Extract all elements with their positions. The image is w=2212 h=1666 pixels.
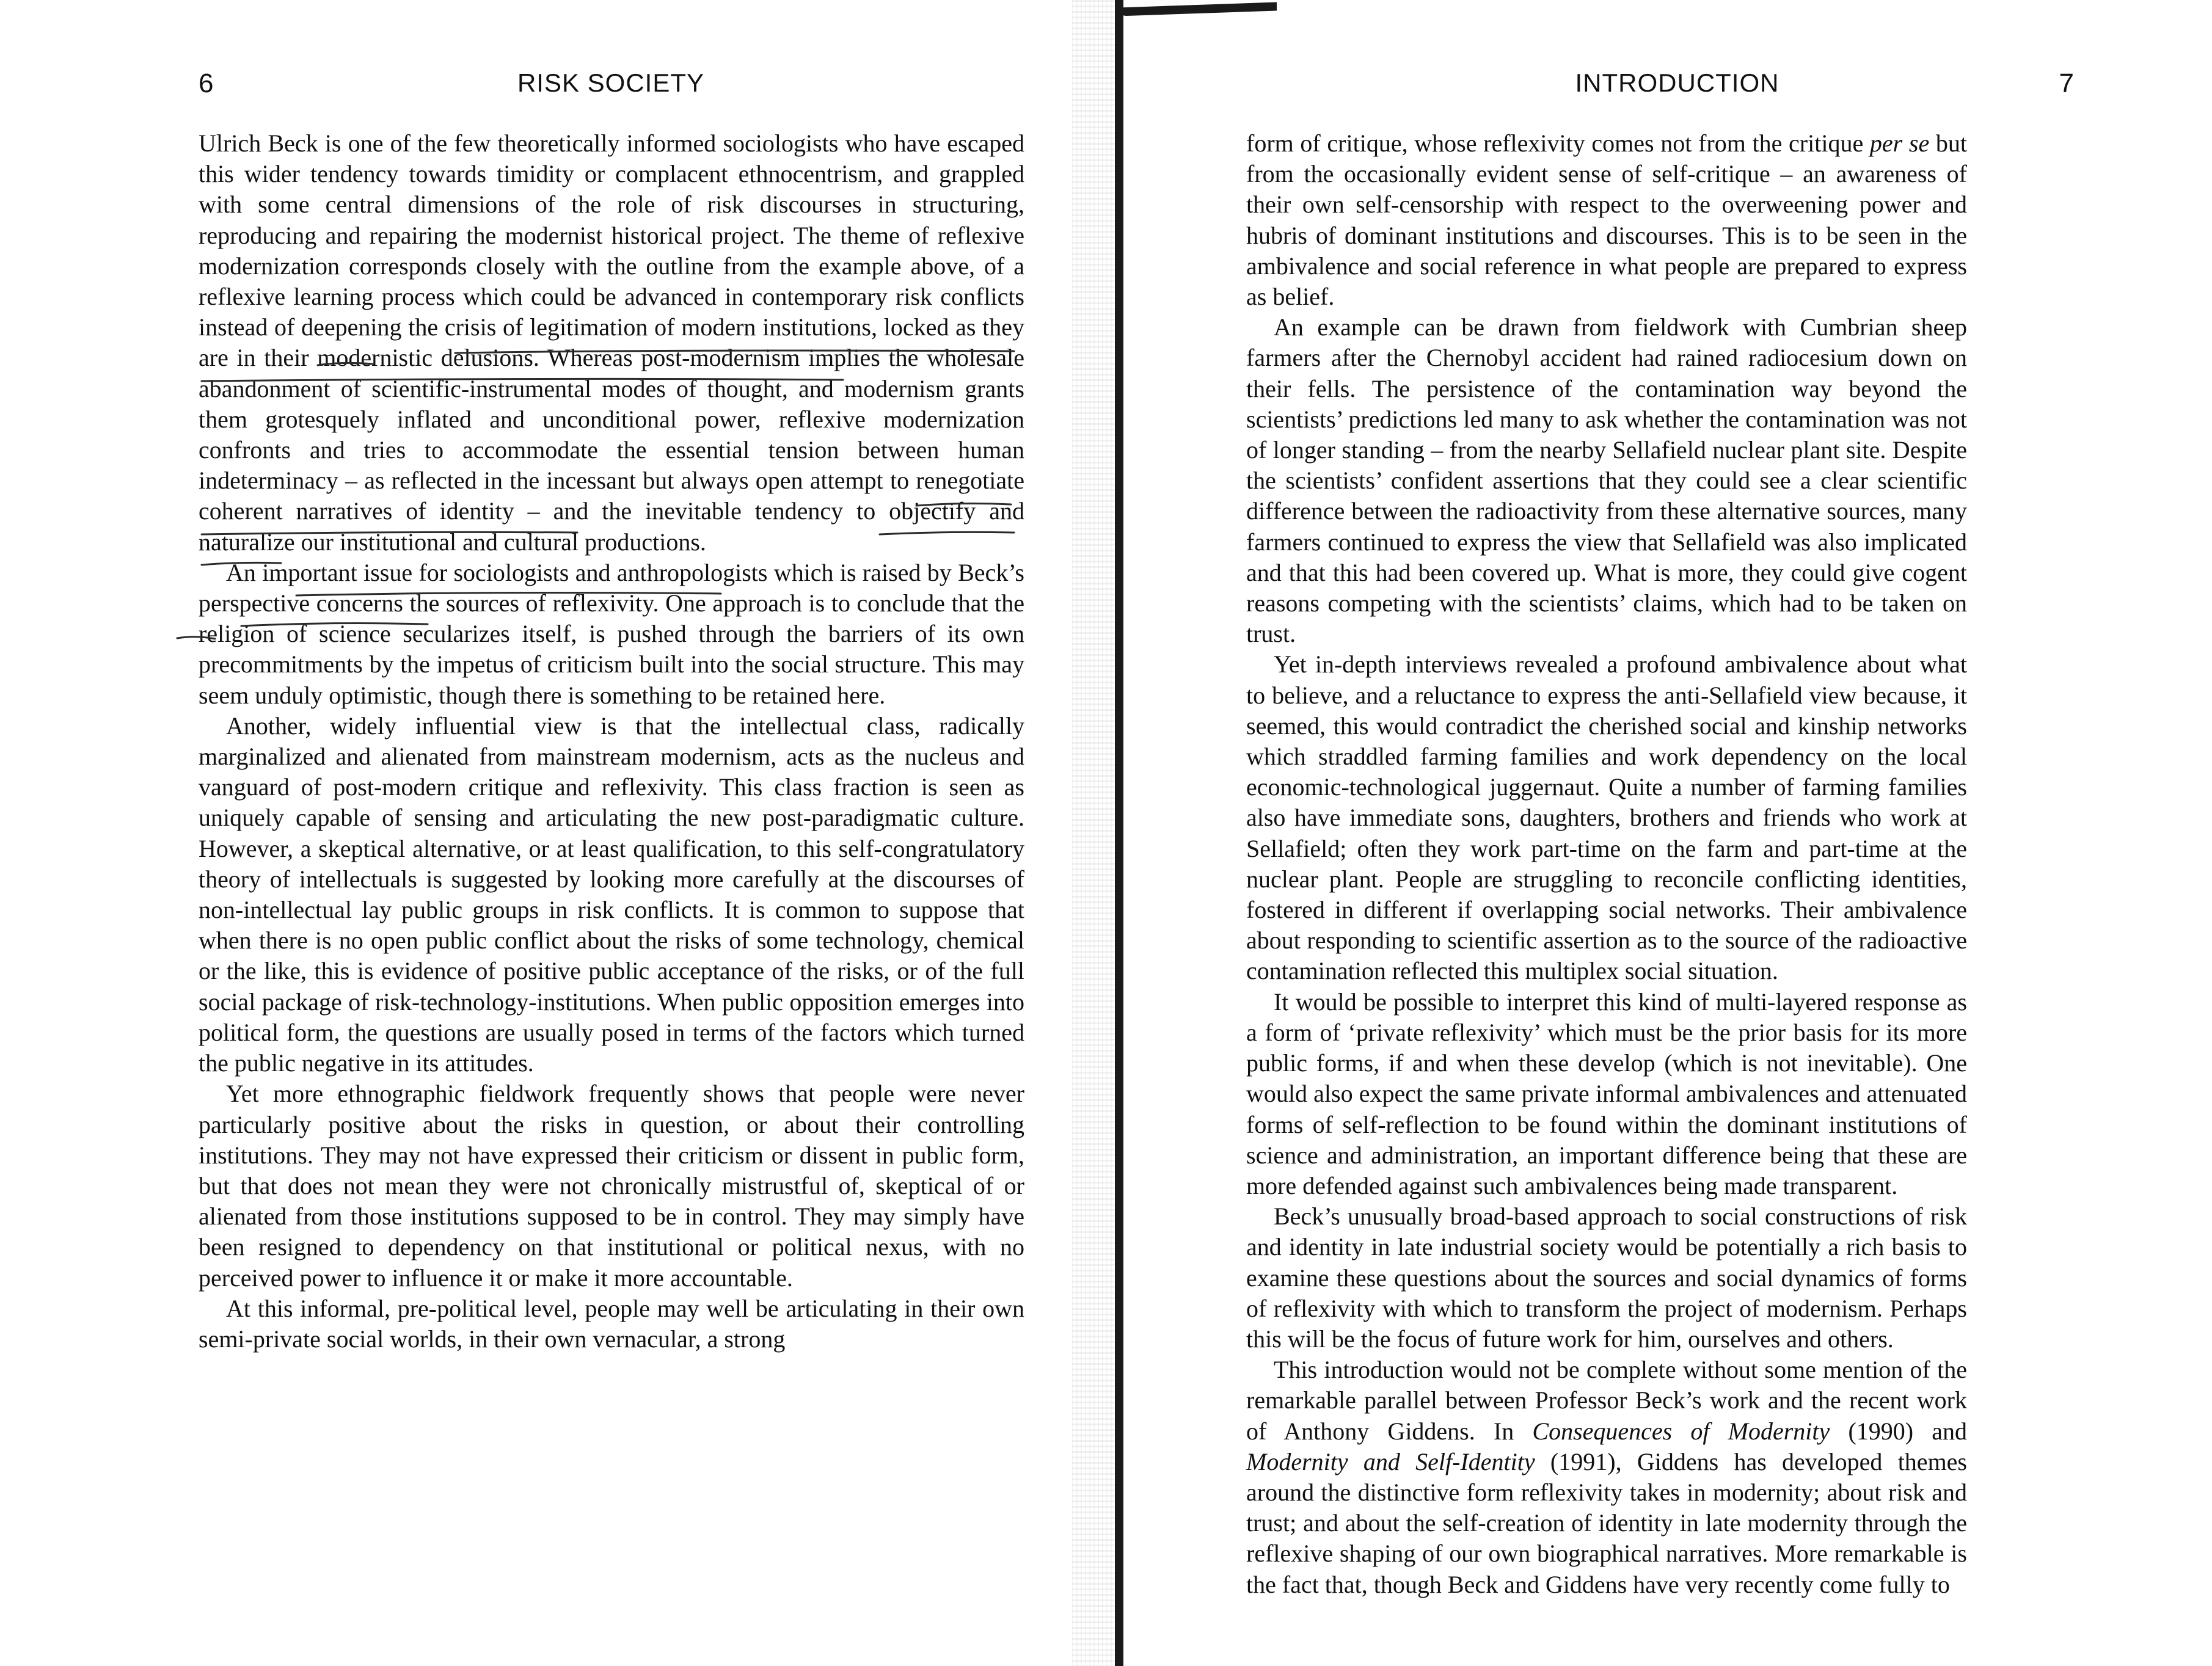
- left-body-text: [199, 128, 1024, 1355]
- right-paragraph-5: Beck’s unusually broad-based approach to social constructions of risk and identity in late industrial society would be potentially a rich basis to examine these questions about the sources and social dynamics of forms of reflexivity with which to transform the project of modernism. Perhaps this will be the focus of future work for him, ourselves and others.: [1246, 1202, 1967, 1353]
- left-page-number: 6: [199, 68, 214, 98]
- right-p6-italic-1: Consequences of Modernity: [1532, 1417, 1830, 1445]
- right-p1-text-b: but from the occasionally evident sense of self-critique – an awareness of their own self-censorship with respect to the overweening power and hubris of dominant institutions and discourses. This is to be seen in the ambivalence and social reference in what people are prepared to express as belief.: [1246, 129, 1968, 311]
- right-p1-text-a: form of critique, whose reflexivity comes not from the critique: [1246, 129, 1870, 157]
- left-paragraph-2: An important issue for sociologists and anthropologists which is raised by Beck’s perspective concerns the sources of reflexivity. One approach is to conclude that the religion of science secularizes itself, is pushed through the barriers of its own precommitments by the impetus of criticism built into the social structure. This may seem unduly optimistic, though there is something to be retained here.: [199, 558, 1024, 709]
- left-running-head: RISK SOCIETY: [517, 68, 705, 97]
- right-header: [1118, 68, 2212, 105]
- right-running-head: INTRODUCTION: [1575, 68, 1779, 97]
- right-paragraph-1: [1246, 128, 1967, 312]
- left-paragraph-4: Yet more ethnographic fieldwork frequently shows that people were never particularly positive about the risks in question, or about their controlling institutions. They may not have expressed their criticism or dissent in public form, but that does not mean they were not chronically mistrustful of, skeptical of or alienated from those institutions supposed to be in control. They may simply have been resigned to dependency on that institutional or political nexus, with no perceived power to influence it or make it more accountable.: [199, 1080, 1024, 1292]
- left-header: [0, 68, 1075, 105]
- left-page: [0, 0, 1075, 1666]
- right-paragraph-4: It would be possible to interpret this kind of multi-layered response as a form of ‘private reflexivity’ which must be the prior basis for its more public forms, if and when these develop (which is not inevitable). One would also expect the same private informal ambivalences and attenuated forms of self-reflection to be found within the dominant institutions of science and administration, an important difference being that these are more defended against such ambivalences being made transparent.: [1246, 988, 1967, 1199]
- right-p1-italic: per se: [1869, 129, 1930, 157]
- right-p6-italic-2: Modernity and Self-Identity: [1246, 1447, 1535, 1475]
- right-body-text: [1246, 128, 1967, 1600]
- right-p6-text-c: (1991), Giddens has developed themes around the distinctive form reflexivity takes in modernity; about risk and trust; and about the self-creation of identity in late modernity through the reflexive shaping of our own biographical narratives. More remarkable is the fact that, though Beck and Giddens have very recently come fully to: [1246, 1447, 1967, 1598]
- right-paragraph-2: An example can be drawn from fieldwork with Cumbrian sheep farmers after the Chernobyl accident had rained radiocesium down on their fells. The persistence of the contamination way beyond the scientists’ predictions led many to ask whether the contamination was not of longer standing – from the nearby Sellafield nuclear plant site. Despite the scientists’ confident assertions that they could see a clear scientific difference between the radioactivity from these alternative sources, many farmers continued to express the view that Sellafield was also implicated and that this had been covered up. What is more, they could give cogent reasons competing with the scientists’ claims, which had to be taken on trust.: [1246, 313, 1967, 648]
- right-paragraph-3: Yet in-depth interviews revealed a profound ambivalence about what to believe, and a reluctance to express the anti-Sellafield view because, it seemed, this would contradict the cherished social and kinship networks which straddled farming families and work dependency on the local economic-technological juggernaut. Quite a number of farming families also have immediate sons, daughters, brothers and friends who work at Sellafield; often they work part-time on the farm and part-time at the nuclear plant. People are struggling to reconcile conflicting identities, fostered in different if overlapping social networks. Their ambivalence about responding to scientific assertion as to the source of the radioactive contamination reflected this multiplex social situation.: [1246, 650, 1967, 985]
- left-paragraph-5: At this informal, pre-political level, people may well be articulating in their own semi-private social worlds, in their own vernacular, a strong: [199, 1294, 1024, 1353]
- right-p6-text-a: This introduction would not be complete without some mention of the remarkable parallel between Professor Beck’s work and the recent work of Anthony Giddens. In: [1246, 1356, 1967, 1445]
- left-paragraph-1: Ulrich Beck is one of the few theoretically informed sociologists who have escaped this wider tendency towards timidity or complacent ethnocentrism, and grappled with some central dimensions of the role of risk discourses in structuring, reproducing and repairing the modernist historical project. The theme of reflexive modernization corresponds closely with the outline from the example above, of a reflexive learning process which could be advanced in contemporary risk conflicts instead of deepening the crisis of legitimation of modern institutions, locked as they are in their modernistic delusions. Whereas post-modernism implies the wholesale abandonment of scientific-instrumental modes of thought, and modernism grants them grotesquely inflated and unconditional power, reflexive modernization confronts and tries to accommodate the essential tension between human indeterminacy – as reflected in the incessant but always open attempt to renegotiate coherent narratives of identity – and the inevitable tendency to objectify and naturalize our institutional and cultural productions.: [199, 129, 1024, 556]
- right-p6-text-b: (1990) and: [1830, 1417, 1967, 1445]
- right-page: [1118, 0, 2212, 1666]
- right-paragraph-6: [1246, 1355, 1967, 1600]
- gutter-shadow: [1072, 0, 1115, 1666]
- right-page-number: 7: [2059, 68, 2075, 98]
- left-paragraph-3: Another, widely influential view is that the intellectual class, radically marginalized and alienated from mainstream modernism, acts as the nucleus and vanguard of post-modern critique and reflexivity. This class fraction is seen as uniquely capable of sensing and articulating the new post-paradigmatic culture. However, a skeptical alternative, or at least qualification, to this self-congratulatory theory of intellectuals is suggested by looking more carefully at the discourses of non-intellectual lay public groups in risk conflicts. It is common to suppose that when there is no open public conflict about the risks of some technology, chemical or the like, this is evidence of positive public acceptance of the risks, or of the full social package of risk-technology-institutions. When public opposition emerges into political form, the questions are usually posed in terms of the factors which turned the public negative in its attitudes.: [199, 711, 1024, 1077]
